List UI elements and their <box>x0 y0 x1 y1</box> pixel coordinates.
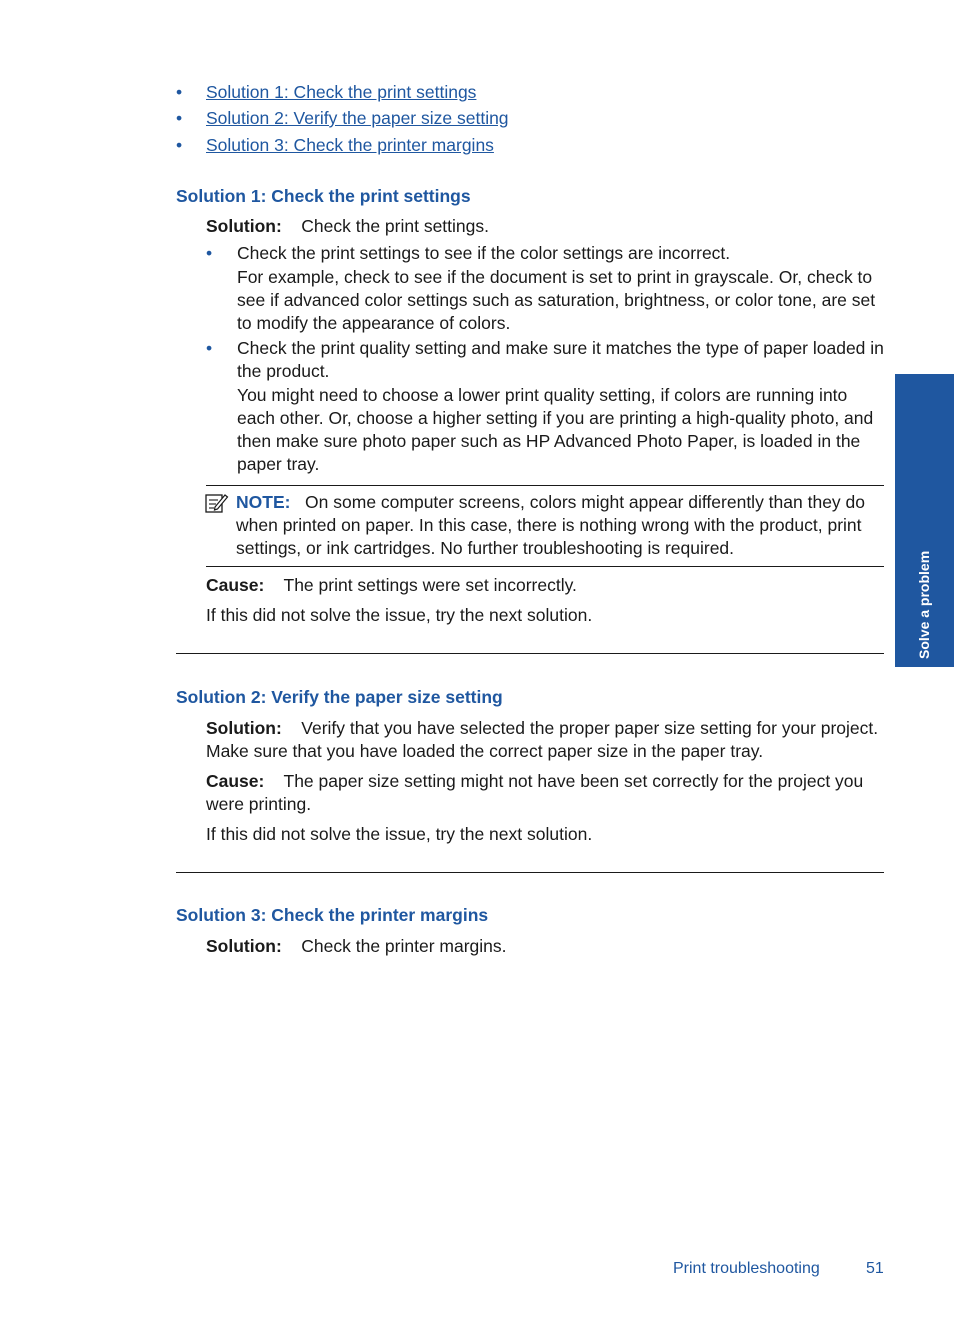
note-top-rule <box>206 485 884 486</box>
bullet-text: Check the print settings to see if the color settings are incorrect. <box>237 243 731 263</box>
solution-label: Solution: <box>206 718 282 738</box>
section-1-next: If this did not solve the issue, try the next solution. <box>206 605 593 625</box>
toc-link-solution-1[interactable]: Solution 1: Check the print settings <box>206 82 477 102</box>
bullet-detail: For example, check to see if the document is set to print in grayscale. Or, check to see if advanced color settings such as saturation, brightness, or color tone, are set to modify the appearance of colors. <box>237 267 876 333</box>
section-1-cause <box>206 574 884 597</box>
section-divider-1 <box>176 653 884 654</box>
bullet: • <box>176 135 183 155</box>
section-divider-2 <box>176 872 884 873</box>
note-label: NOTE: <box>236 492 291 512</box>
solution-label: Solution: <box>206 936 282 956</box>
bullet: • <box>176 82 183 102</box>
note-icon <box>205 492 229 514</box>
footer-section-title: Print troubleshooting <box>673 1260 820 1277</box>
toc-link-solution-3[interactable]: Solution 3: Check the printer margins <box>206 135 494 155</box>
bullet-marker-1: • <box>206 243 213 263</box>
section-3-solution <box>206 935 884 958</box>
cause-text: The paper size setting might not have been set correctly for the project you were printing. <box>206 771 864 814</box>
section-1-solution <box>206 215 884 238</box>
bullet-text: Check the print quality setting and make sure it matches the type of paper loaded in the product. <box>237 338 884 381</box>
section-2-cause <box>206 770 884 816</box>
toc-item-2 <box>176 107 182 130</box>
cause-label: Cause: <box>206 575 265 595</box>
toc-item-3 <box>176 134 182 157</box>
section-1-bullet-2 <box>237 337 887 476</box>
note-text: On some computer screens, colors might appear differently than they do when printed on paper. In this case, there is nothing wrong with the product, print settings, or ink cartridges. No further troubleshooting is required. <box>236 492 866 558</box>
section-2-heading: Solution 2: Verify the paper size setting <box>176 687 503 707</box>
note-block <box>236 491 888 560</box>
solution-text: Check the printer margins. <box>301 936 507 956</box>
footer-page-number: 51 <box>866 1260 884 1277</box>
cause-text: The print settings were set incorrectly. <box>283 575 577 595</box>
solution-text: Check the print settings. <box>301 216 489 236</box>
cause-label: Cause: <box>206 771 265 791</box>
side-tab <box>895 374 954 667</box>
section-2-next: If this did not solve the issue, try the next solution. <box>206 824 593 844</box>
bullet-marker-2: • <box>206 338 213 358</box>
toc-item-1 <box>176 81 182 104</box>
note-bottom-rule <box>206 566 884 567</box>
bullet-detail: You might need to choose a lower print quality setting, if colors are running into each other. Or, choose a higher setting if you are printing a high-quality photo, and then make sure photo paper such as HP Advanced Photo Paper, is loaded in the paper tray. <box>237 385 874 474</box>
side-tab-label: Solve a problem <box>916 550 932 659</box>
section-2-solution <box>206 717 884 763</box>
toc-link-solution-2[interactable]: Solution 2: Verify the paper size setting <box>206 108 509 128</box>
section-3-heading: Solution 3: Check the printer margins <box>176 905 489 925</box>
solution-label: Solution: <box>206 216 282 236</box>
solution-text: Verify that you have selected the proper paper size setting for your project. Make sure that you have loaded the correct paper size in the paper tray. <box>206 718 879 761</box>
section-1-heading: Solution 1: Check the print settings <box>176 186 471 206</box>
bullet: • <box>176 108 183 128</box>
section-1-bullet-1 <box>237 242 887 335</box>
